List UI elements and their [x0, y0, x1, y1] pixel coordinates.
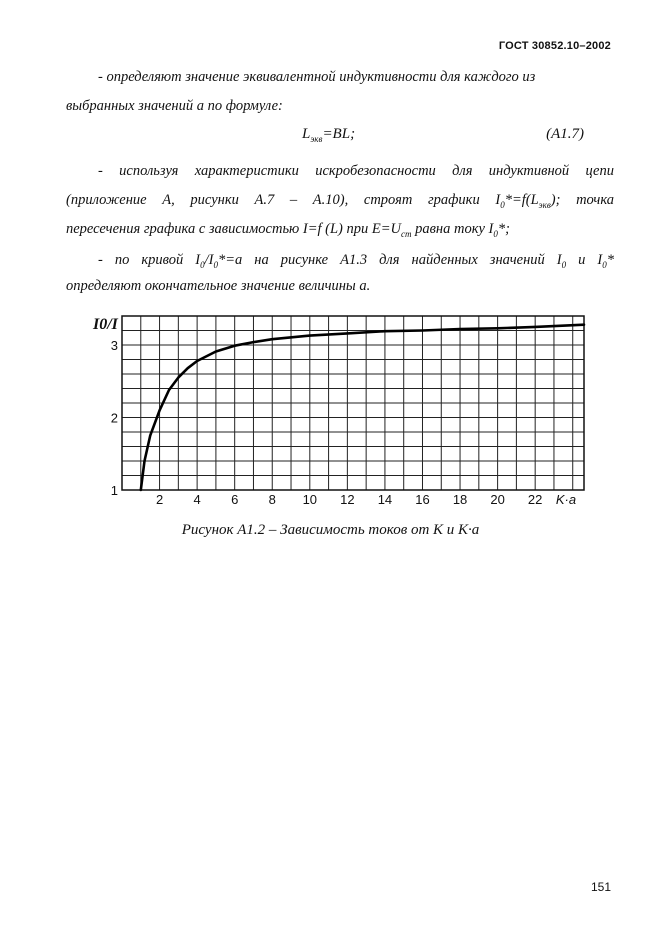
- text-fragment: - по кривой I: [98, 252, 201, 268]
- text-fragment: *=a на рисунке А1.3 для найденных значений I: [217, 252, 562, 268]
- equation-number: (A1.7): [546, 126, 584, 142]
- formula: [302, 126, 355, 144]
- y-axis-label: I0/I: [93, 316, 118, 333]
- text-fragment: /I: [204, 252, 214, 268]
- page-number: 151: [590, 880, 611, 894]
- text-fragment: *;: [497, 221, 510, 237]
- chart: [0, 300, 661, 515]
- subscript: 0: [500, 199, 505, 210]
- paragraph-3-line-2: определяют окончательное значение величины a.: [66, 278, 371, 294]
- y-tick-label: 3: [110, 338, 118, 353]
- x-tick-label: 8: [268, 492, 276, 507]
- x-tick-label: 6: [231, 492, 239, 507]
- paragraph-1-line-2: выбранных значений a по формуле:: [66, 98, 283, 114]
- text-fragment: (приложение А, рисунки А.7 – А.10), строят графики I: [66, 192, 501, 208]
- formula-lhs-subscript: экв: [310, 134, 323, 144]
- text-fragment: *=f(L: [504, 192, 539, 208]
- y-tick-label: 1: [110, 483, 118, 498]
- subscript: экв: [538, 199, 551, 210]
- x-tick-label: 14: [377, 492, 393, 507]
- text-fragment: *: [606, 252, 614, 268]
- x-tick-label: 18: [452, 492, 468, 507]
- paragraph-2-line-1: - используя характеристики искробезопасности для индуктивной цепи: [98, 163, 614, 179]
- y-tick-label: 2: [110, 410, 118, 426]
- subscript: 0: [493, 228, 498, 239]
- x-tick-label: 22: [527, 492, 543, 507]
- text-fragment: равна току I: [411, 221, 494, 237]
- x-tick-label: 4: [193, 492, 201, 507]
- subscript: 0: [602, 259, 607, 270]
- text-fragment: и I: [566, 252, 603, 268]
- figure-caption: Рисунок А1.2 – Зависимость токов от K и K·a: [181, 522, 480, 538]
- x-tick-label: 2: [155, 492, 164, 507]
- data-curve: [141, 325, 584, 490]
- paragraph-1-line-1: - определяют значение эквивалентной индуктивности для каждого из: [98, 69, 536, 85]
- x-tick-label: 16: [415, 492, 430, 507]
- formula-rhs: =BL;: [322, 126, 356, 142]
- formula-lhs: L: [302, 126, 311, 142]
- x-tick-label: 12: [340, 492, 355, 507]
- x-tick-label: 20: [490, 492, 505, 507]
- subscript: 0: [213, 259, 218, 270]
- paragraph-2-line-3: [66, 215, 614, 249]
- x-axis-label: K·a: [555, 492, 577, 507]
- text-fragment: пересечения графика с зависимостью I=f (L) при E=U: [66, 221, 401, 237]
- text-fragment: ); точка: [550, 192, 615, 208]
- subscript: 0: [200, 259, 205, 270]
- document-code: ГОСТ 30852.10–2002: [498, 40, 611, 52]
- subscript: cm: [401, 228, 412, 239]
- x-tick-label: 10: [302, 492, 318, 507]
- subscript: 0: [561, 259, 567, 270]
